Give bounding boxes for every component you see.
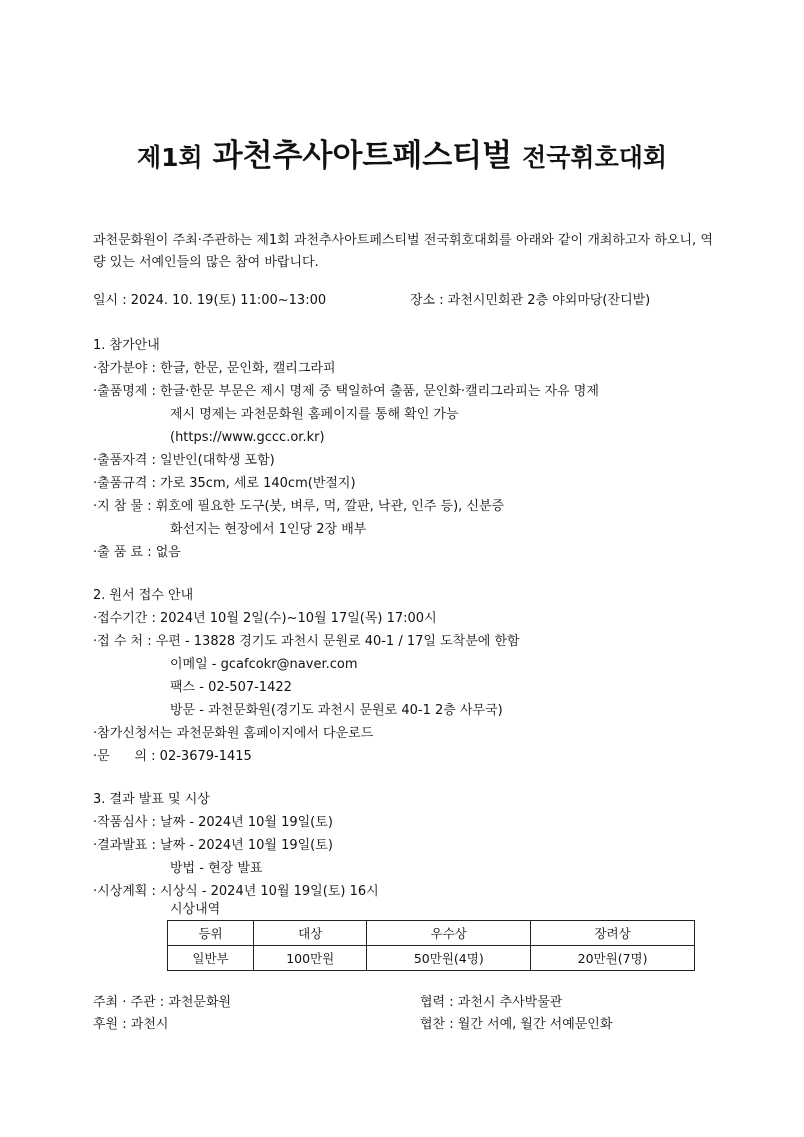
footer-sponsor: 후원 : 과천시 — [93, 1017, 169, 1032]
section1-heading: 1. 참가안내 — [93, 338, 160, 353]
table-cell: 100만원 — [254, 946, 367, 971]
section2-line: 팩스 - 02-507-1422 — [170, 680, 292, 695]
title-suffix: 전국휘호대회 — [522, 143, 668, 172]
section3-line: 시상내역 — [170, 902, 221, 917]
section3-line: 방법 - 현장 발표 — [170, 861, 263, 876]
section1-line: 화선지는 현장에서 1인당 2장 배부 — [170, 522, 367, 537]
section1-line: (https://www.gccc.or.kr) — [170, 430, 325, 445]
section1-line: ·출품명제 : 한글·한문 부문은 제시 명제 중 택일하여 출품, 문인화·캘리그라피는 자유 명제 — [93, 384, 599, 399]
footer-support: 협찬 : 월간 서예, 월간 서예문인화 — [420, 1017, 613, 1032]
table-row — [168, 946, 695, 971]
section1-line: ·지 참 물 : 휘호에 필요한 도구(붓, 벼루, 먹, 깔판, 낙관, 인주 등), 신분증 — [93, 499, 505, 514]
table-cell: 50만원(4명) — [367, 946, 531, 971]
section2-line: ·참가신청서는 과천문화원 홈페이지에서 다운로드 — [93, 726, 374, 741]
section2-line: 방문 - 과천문화원(경기도 과천시 문원로 40-1 2층 사무국) — [170, 703, 503, 718]
table-header-cell: 등위 — [168, 921, 254, 946]
table-header-cell: 우수상 — [367, 921, 531, 946]
section2-line: ·접 수 처 : 우편 - 13828 경기도 과천시 문원로 40-1 / 17일 도착분에 한함 — [93, 634, 520, 649]
table-header-cell: 대상 — [254, 921, 367, 946]
section1-line: ·출품자격 : 일반인(대학생 포함) — [93, 453, 275, 468]
event-date: 일시 : 2024. 10. 19(토) 11:00~13:00 — [93, 293, 327, 308]
intro-paragraph: 과천문화원이 주최·주관하는 제1회 과천추사아트페스티벌 전국휘호대회를 아래와 같이 개최하고자 하오니, 역량 있는 서예인들의 많은 참여 바랍니다. — [93, 233, 713, 270]
event-venue: 장소 : 과천시민회관 2층 야외마당(잔디밭) — [410, 293, 651, 308]
section1-line: 제시 명제는 과천문화원 홈페이지를 통해 확인 가능 — [170, 407, 459, 422]
section1-line: ·참가분야 : 한글, 한문, 문인화, 캘리그라피 — [93, 361, 336, 376]
section1-line: ·출 품 료 : 없음 — [93, 545, 181, 560]
section2-line: ·접수기간 : 2024년 10월 2일(수)~10월 17일(목) 17:00시 — [93, 611, 437, 626]
table-cell: 20만원(7명) — [531, 946, 695, 971]
section3-line: ·결과발표 : 날짜 - 2024년 10월 19일(토) — [93, 838, 333, 853]
footer-cooperation: 협력 : 과천시 추사박물관 — [420, 995, 563, 1010]
document-title — [0, 130, 804, 175]
awards-table — [167, 920, 695, 971]
section2-line: ·문 의 : 02-3679-1415 — [93, 749, 252, 764]
section3-line: ·시상계획 : 시상식 - 2024년 10월 19일(토) 16시 — [93, 884, 379, 899]
section2-heading: 2. 원서 접수 안내 — [93, 588, 194, 603]
section1-line: ·출품규격 : 가로 35cm, 세로 140cm(반절지) — [93, 476, 356, 491]
footer-host: 주최 · 주관 : 과천문화원 — [93, 995, 232, 1010]
section3-line: ·작품심사 : 날짜 - 2024년 10월 19일(토) — [93, 815, 333, 830]
section2-line: 이메일 - gcafcokr@naver.com — [170, 657, 358, 672]
table-row — [168, 921, 695, 946]
title-prefix: 제1회 — [136, 143, 203, 172]
table-header-cell: 장려상 — [531, 921, 695, 946]
table-cell: 일반부 — [168, 946, 254, 971]
section3-heading: 3. 결과 발표 및 시상 — [93, 792, 210, 807]
title-main: 과천추사아트페스티벌 — [212, 138, 513, 174]
